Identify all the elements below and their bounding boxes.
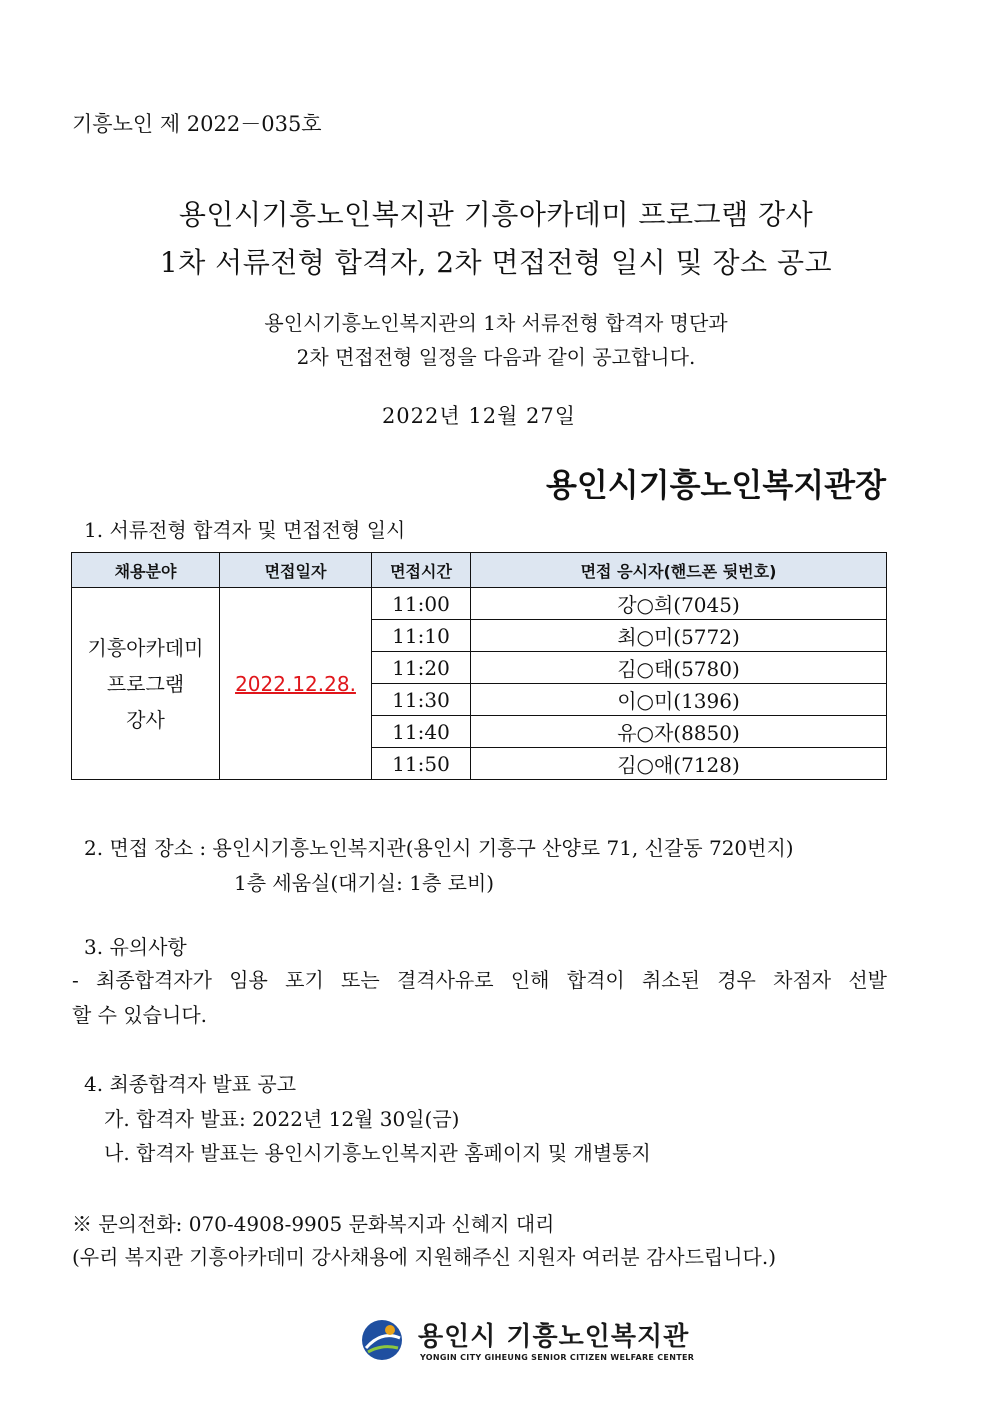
field-line: 강사 (126, 707, 165, 732)
applicant-name: 이○미(1396) (471, 684, 887, 716)
applicant-name: 유○자(8850) (471, 716, 887, 748)
section-3-note-line-2: 할 수 있습니다. (72, 1003, 207, 1027)
intro-line-1: 용인시기흥노인복지관의 1차 서류전형 합격자 명단과 (264, 311, 728, 335)
section-2-room: 1층 세움실(대기실: 1층 로비) (234, 871, 495, 895)
section-4-heading: 4. 최종합격자 발표 공고 (84, 1072, 297, 1096)
intro-line-2: 2차 면접전형 일정을 다음과 같이 공고합니다. (296, 345, 696, 369)
interview-time: 11:00 (372, 588, 471, 620)
title-line-1: 용인시기흥노인복지관 기흥아카데미 프로그램 강사 (178, 198, 814, 231)
logo-name-ko: 용인시 기흥노인복지관 (418, 1322, 690, 1352)
org-signature: 용인시기흥노인복지관장 (545, 466, 886, 504)
header-applicant: 면접 응시자(핸드폰 뒷번호) (471, 553, 887, 588)
header-field: 채용분야 (72, 553, 220, 588)
document-number: 기흥노인 제 2022－035호 (72, 112, 322, 136)
header-date: 면접일자 (220, 553, 372, 588)
table-header-row (72, 553, 887, 588)
interview-date: 2022.12.28. (235, 671, 356, 696)
applicant-name: 강○희(7045) (471, 588, 887, 620)
section-4-item-b: 나. 합격자 발표는 용인시기흥노인복지관 홈페이지 및 개별통지 (104, 1141, 651, 1165)
applicant-name: 김○애(7128) (471, 748, 887, 780)
interview-time: 11:50 (372, 748, 471, 780)
field-line: 기흥아카데미 (87, 635, 204, 660)
section-4-item-a: 가. 합격자 발표: 2022년 12월 30일(금) (104, 1107, 460, 1131)
table-row (72, 588, 887, 620)
contact-info: ※ 문의전화: 070-4908-9905 문화복지과 신혜지 대리 (72, 1212, 555, 1236)
field-line: 프로그램 (106, 671, 185, 696)
header-time: 면접시간 (372, 553, 471, 588)
section-2-venue: 2. 면접 장소 : 용인시기흥노인복지관(용인시 기흥구 산양로 71, 신갈동 720번지) (84, 836, 794, 860)
interview-time: 11:20 (372, 652, 471, 684)
section-3-note-line-1: - 최종합격자가 임용 포기 또는 결격사유로 인해 합격이 취소된 경우 차점자 선발 (72, 968, 887, 992)
section-3-heading: 3. 유의사항 (84, 935, 187, 959)
title-line-2: 1차 서류전형 합격자, 2차 면접전형 일시 및 장소 공고 (159, 246, 833, 279)
interview-time: 11:40 (372, 716, 471, 748)
notice-date: 2022년 12월 27일 (381, 404, 577, 428)
section-1-heading: 1. 서류전형 합격자 및 면접전형 일시 (84, 518, 406, 542)
applicant-name: 최○미(5772) (471, 620, 887, 652)
recruit-field-cell (72, 588, 220, 780)
logo-emblem-icon (360, 1318, 404, 1362)
applicant-name: 김○태(5780) (471, 652, 887, 684)
logo-name-en: YONGIN CITY GIHEUNG SENIOR CITIZEN WELFARE CENTER (420, 1353, 695, 1362)
thanks-note: (우리 복지관 기흥아카데미 강사채용에 지원해주신 지원자 여러분 감사드립니다.) (72, 1245, 777, 1269)
interview-schedule-table (71, 552, 887, 780)
interview-time: 11:30 (372, 684, 471, 716)
interview-date-cell (220, 588, 372, 780)
org-logo (360, 1314, 695, 1374)
interview-time: 11:10 (372, 620, 471, 652)
